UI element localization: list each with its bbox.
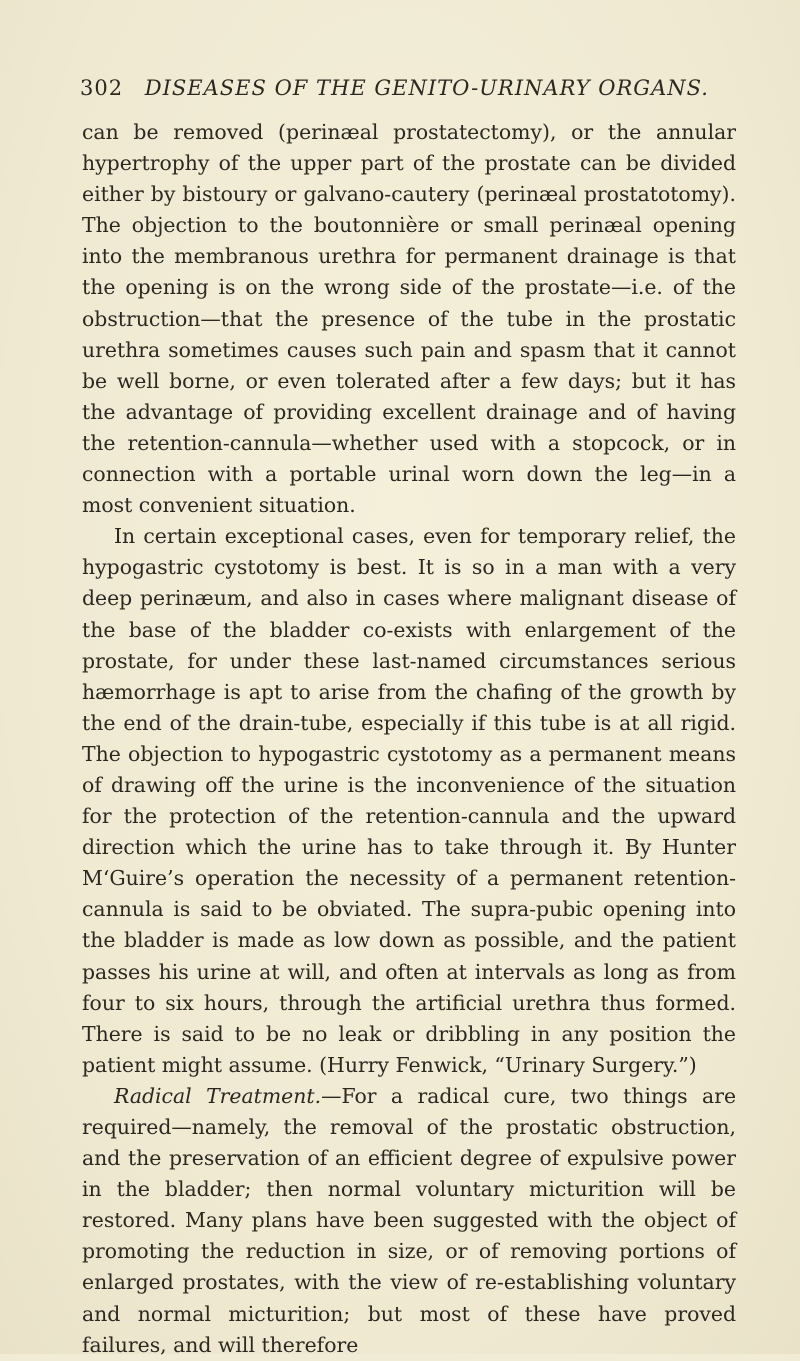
paragraph-radical-treatment [82, 1081, 736, 1361]
running-title: DISEASES OF THE GENITO-URINARY ORGANS. [144, 76, 709, 100]
section-heading-radical-treatment: Radical Treatment. [114, 1083, 322, 1108]
paragraph-hypogastric-cystotomy: In certain exceptional cases, even for temporary relief, the hypogastric cystotomy is best. It is so in a man with a very deep perinæum, and also in cases where malignant disease of the base of the bladder co-exists with enlargement of the prostate, for under these last-named circumstances serious hæmorrhage is apt to arise from the chafing of the growth by the end of the drain-tube, especially if this tube is at all rigid. The objection to hypogastric cystotomy as a permanent means of drawing off the urine is the inconvenience of the situation for the protection of the retention-cannula and the upward direction which the urine has to take through it. By Hunter M‘Guire’s operation the necessity of a permanent retention-cannula is said to be obviated. The supra-pubic opening into the bladder is made as low down as possible, and the patient passes his urine at will, and often at intervals as long as from four to six hours, through the artificial urethra thus formed. There is said to be no leak or dribbling in any position the patient might assume. (Hurry Fenwick, “Urinary Surgery.”) [82, 524, 736, 1077]
body-text [82, 117, 736, 1361]
page-header [80, 76, 730, 100]
paragraph-radical-treatment-text: —For a radical cure, two things are required—namely, the removal of the prostatic obstruction, and the preservation of an efficient degree of expulsive power in the bladder; then normal voluntary micturition will be restored. Many plans have been suggested with the object of promoting the reduction in size, or of removing portions of enlarged prostates, with the view of re-establishing voluntary and normal micturition; but most of these have proved failures, and will therefore [82, 1083, 737, 1357]
paragraph-continuation: can be removed (perinæal prostatectomy), or the annular hypertrophy of the upper part of the prostate can be divided either by bistoury or galvano-cautery (perinæal prostatotomy). The objection to the boutonnière or small perinæal opening into the membranous urethra for permanent drainage is that the opening is on the wrong side of the prostate—i.e. of the obstruction—that the presence of the tube in the prostatic urethra sometimes causes such pain and spasm that it cannot be well borne, or even tolerated after a few days; but it has the advantage of providing excellent drainage and of having the retention-cannula—whether used with a stopcock, or in connection with a portable urinal worn down the leg—in a most convenient situation. [82, 120, 736, 518]
page-number: 302 [80, 76, 124, 100]
